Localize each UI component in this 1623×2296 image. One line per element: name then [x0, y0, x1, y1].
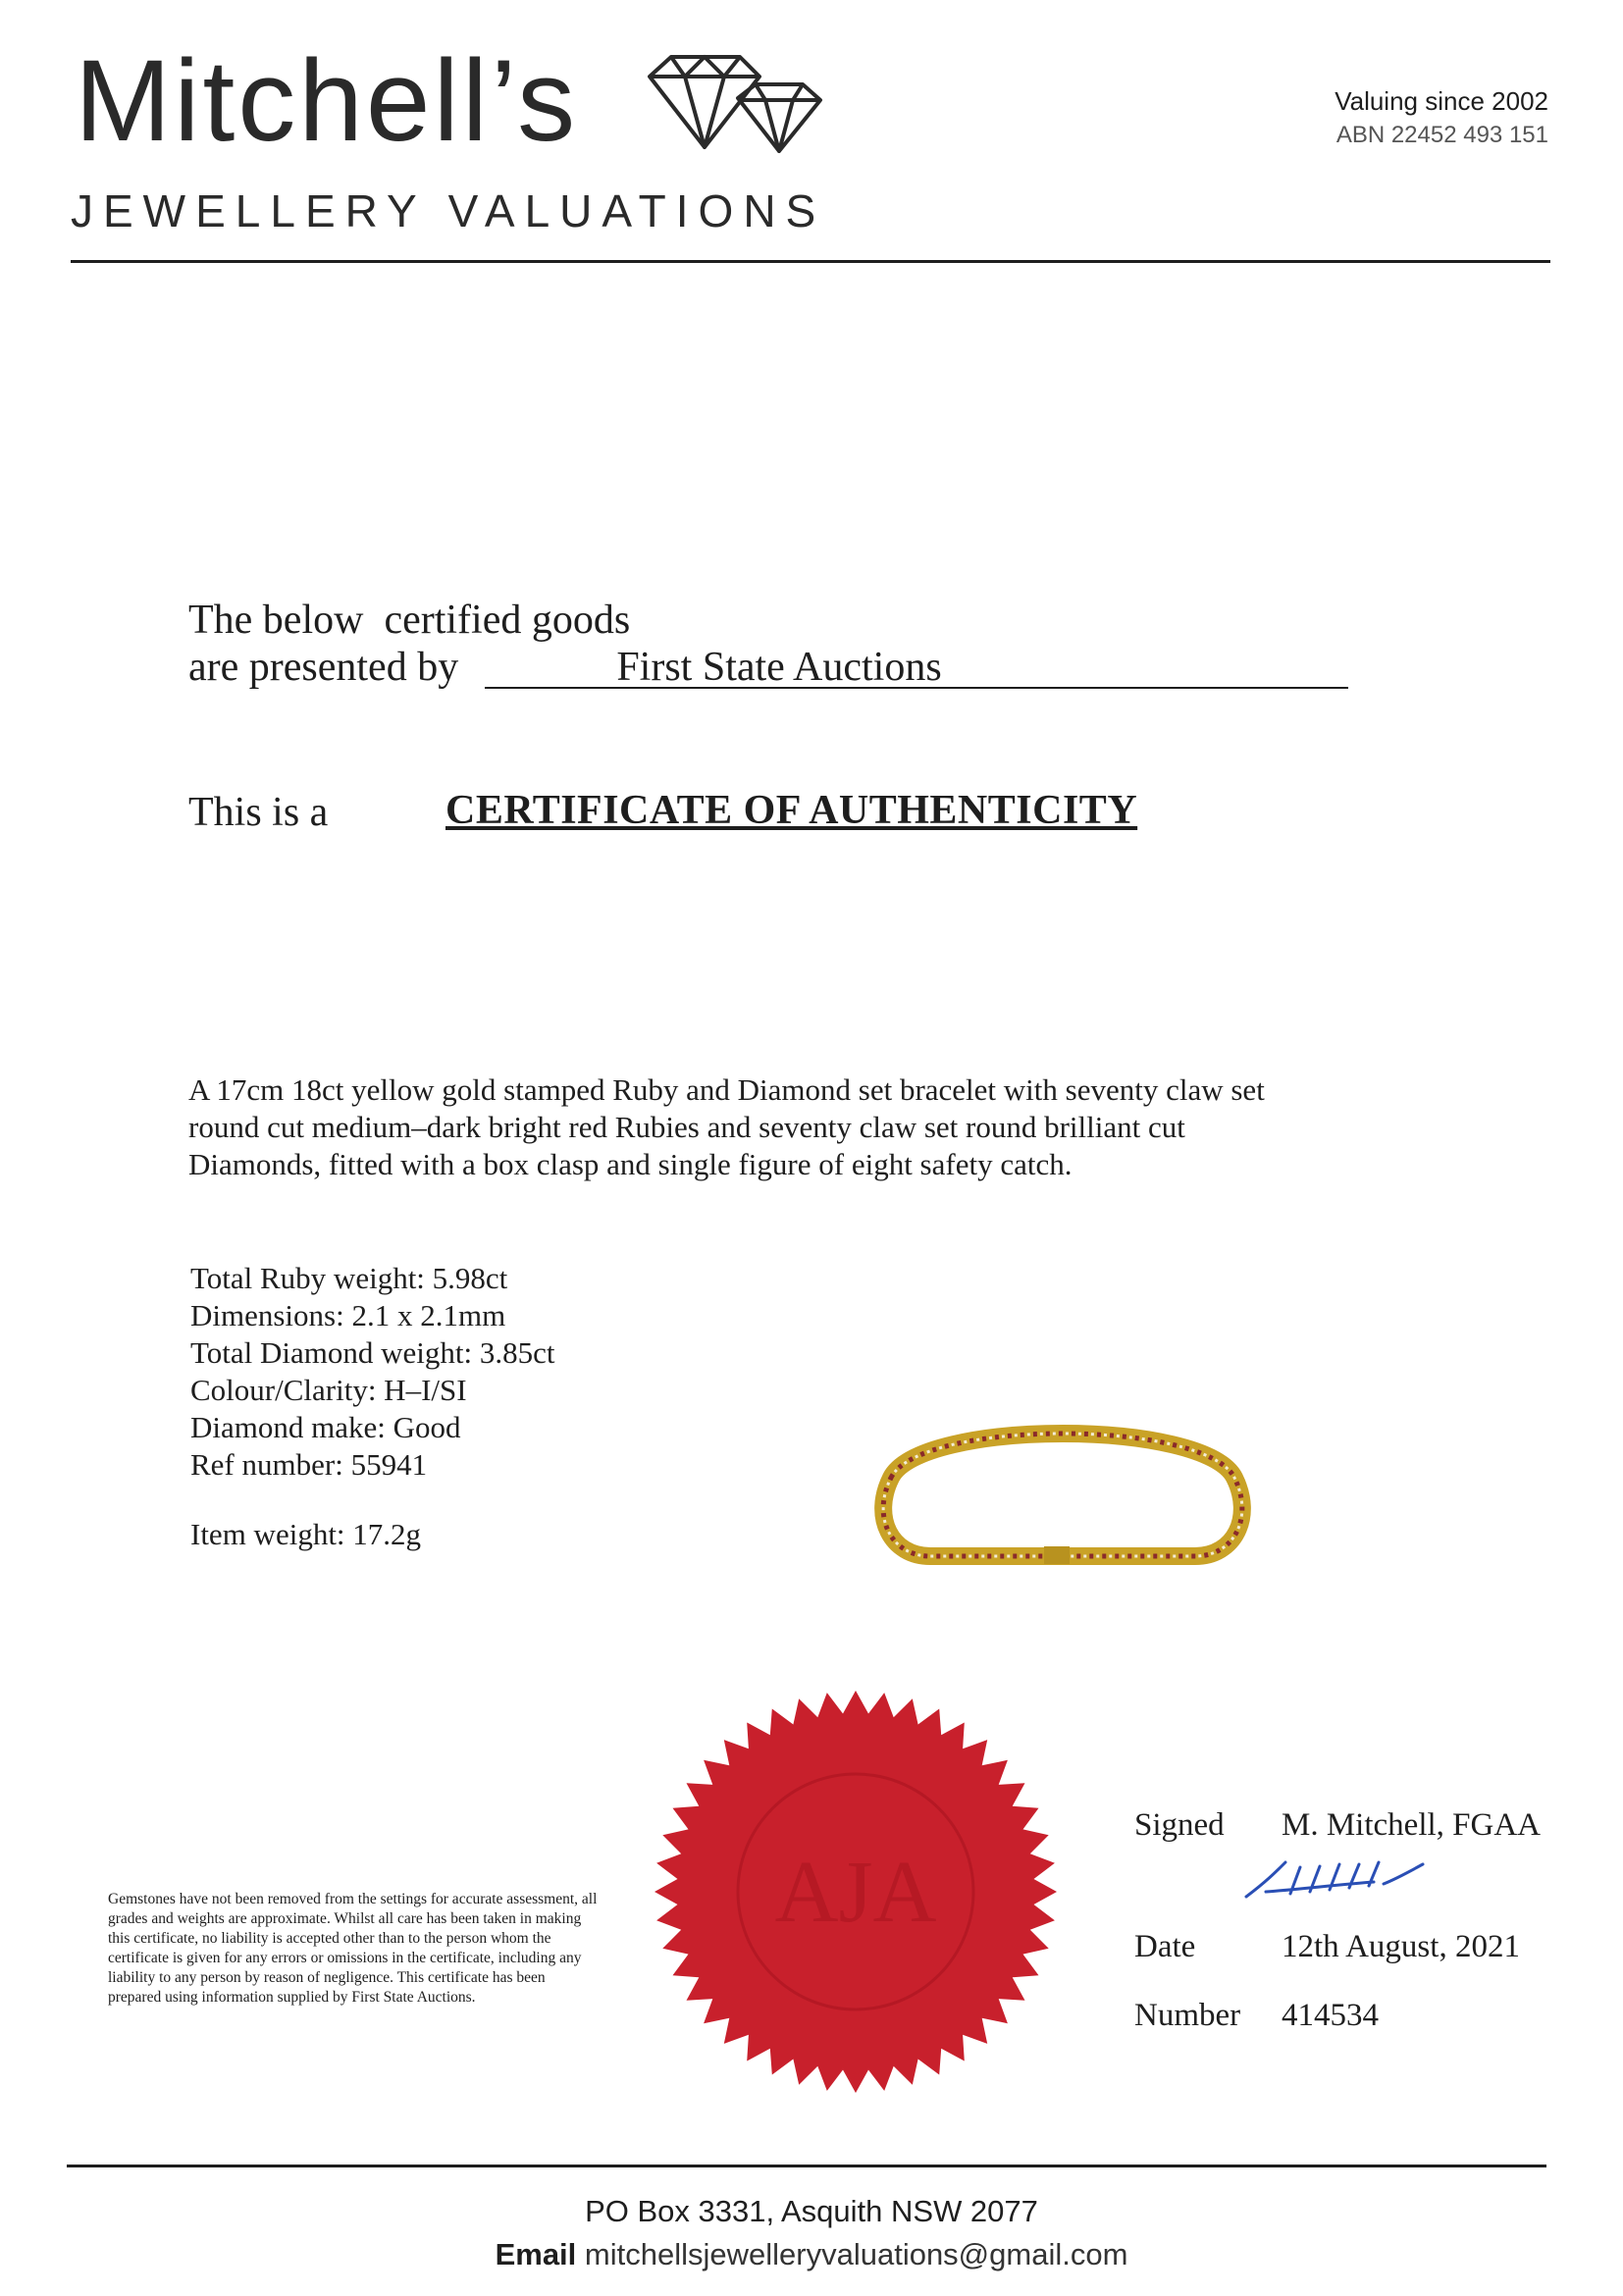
date-value: 12th August, 2021	[1282, 1929, 1520, 1964]
brand-name: Mitchell’s	[75, 36, 579, 166]
signed-label: Signed	[1134, 1807, 1225, 1843]
email-label: Email	[495, 2237, 577, 2271]
certificate-intro: This is a	[188, 790, 329, 835]
certificate-title: CERTIFICATE OF AUTHENTICITY	[445, 788, 1138, 833]
item-details	[190, 1260, 555, 1484]
seal-emblem: AJA	[774, 1844, 937, 1941]
item-description: A 17cm 18ct yellow gold stamped Ruby and Diamond set bracelet with seventy claw set round cut medium–dark bright red Rubies and seventy claw set round brilliant cut Diamonds, fitted with a box clasp and single figure of eight safety catch.	[188, 1072, 1265, 1181]
disclaimer-text: Gemstones have not been removed from the settings for accurate assessment, all grades and weights are approximate. Whilst all care has been taken in making this certificate, no liability is accepted other than to the person whom the certificate is given for any errors or omissions in the certificate, including any liability to any person by reason of negligence. This certificate has been prepared using information supplied by First State Auctions.	[108, 1891, 598, 2006]
presented-line-2: are presented by	[188, 645, 459, 690]
email-link[interactable]: mitchellsjewelleryvaluations@gmail.com	[584, 2237, 1128, 2271]
detail-diamond-weight: Total Diamond weight: 3.85ct	[190, 1335, 555, 1370]
detail-diamond-make: Diamond make: Good	[190, 1410, 461, 1444]
handwritten-signature	[1236, 1852, 1433, 1911]
number-label: Number	[1134, 1998, 1241, 2033]
red-seal	[650, 1686, 1062, 2098]
number-value: 414534	[1282, 1998, 1379, 2033]
brand-subtitle: JEWELLERY VALUATIONS	[71, 185, 826, 236]
detail-ruby-weight: Total Ruby weight: 5.98ct	[190, 1261, 508, 1295]
detail-dimensions: Dimensions: 2.1 x 2.1mm	[190, 1298, 506, 1332]
detail-ref-number: Ref number: 55941	[190, 1447, 428, 1482]
valuing-since: Valuing since 2002	[1335, 86, 1548, 116]
footer-email	[0, 2237, 1623, 2272]
date-label: Date	[1134, 1929, 1196, 1964]
presented-line-1: The below certified goods	[188, 598, 631, 643]
bracelet-photo	[852, 1409, 1264, 1586]
presenter-name: First State Auctions	[616, 645, 942, 690]
diamond-logo-icon	[640, 49, 826, 157]
abn-number: ABN 22452 493 151	[1335, 122, 1548, 148]
item-weight: Item weight: 17.2g	[190, 1517, 422, 1551]
detail-colour-clarity: Colour/Clarity: H–I/SI	[190, 1373, 467, 1407]
header-divider	[71, 260, 1550, 263]
footer-divider	[67, 2165, 1546, 2167]
footer-address: PO Box 3331, Asquith NSW 2077	[585, 2194, 1038, 2228]
signed-name: M. Mitchell, FGAA	[1282, 1807, 1541, 1843]
